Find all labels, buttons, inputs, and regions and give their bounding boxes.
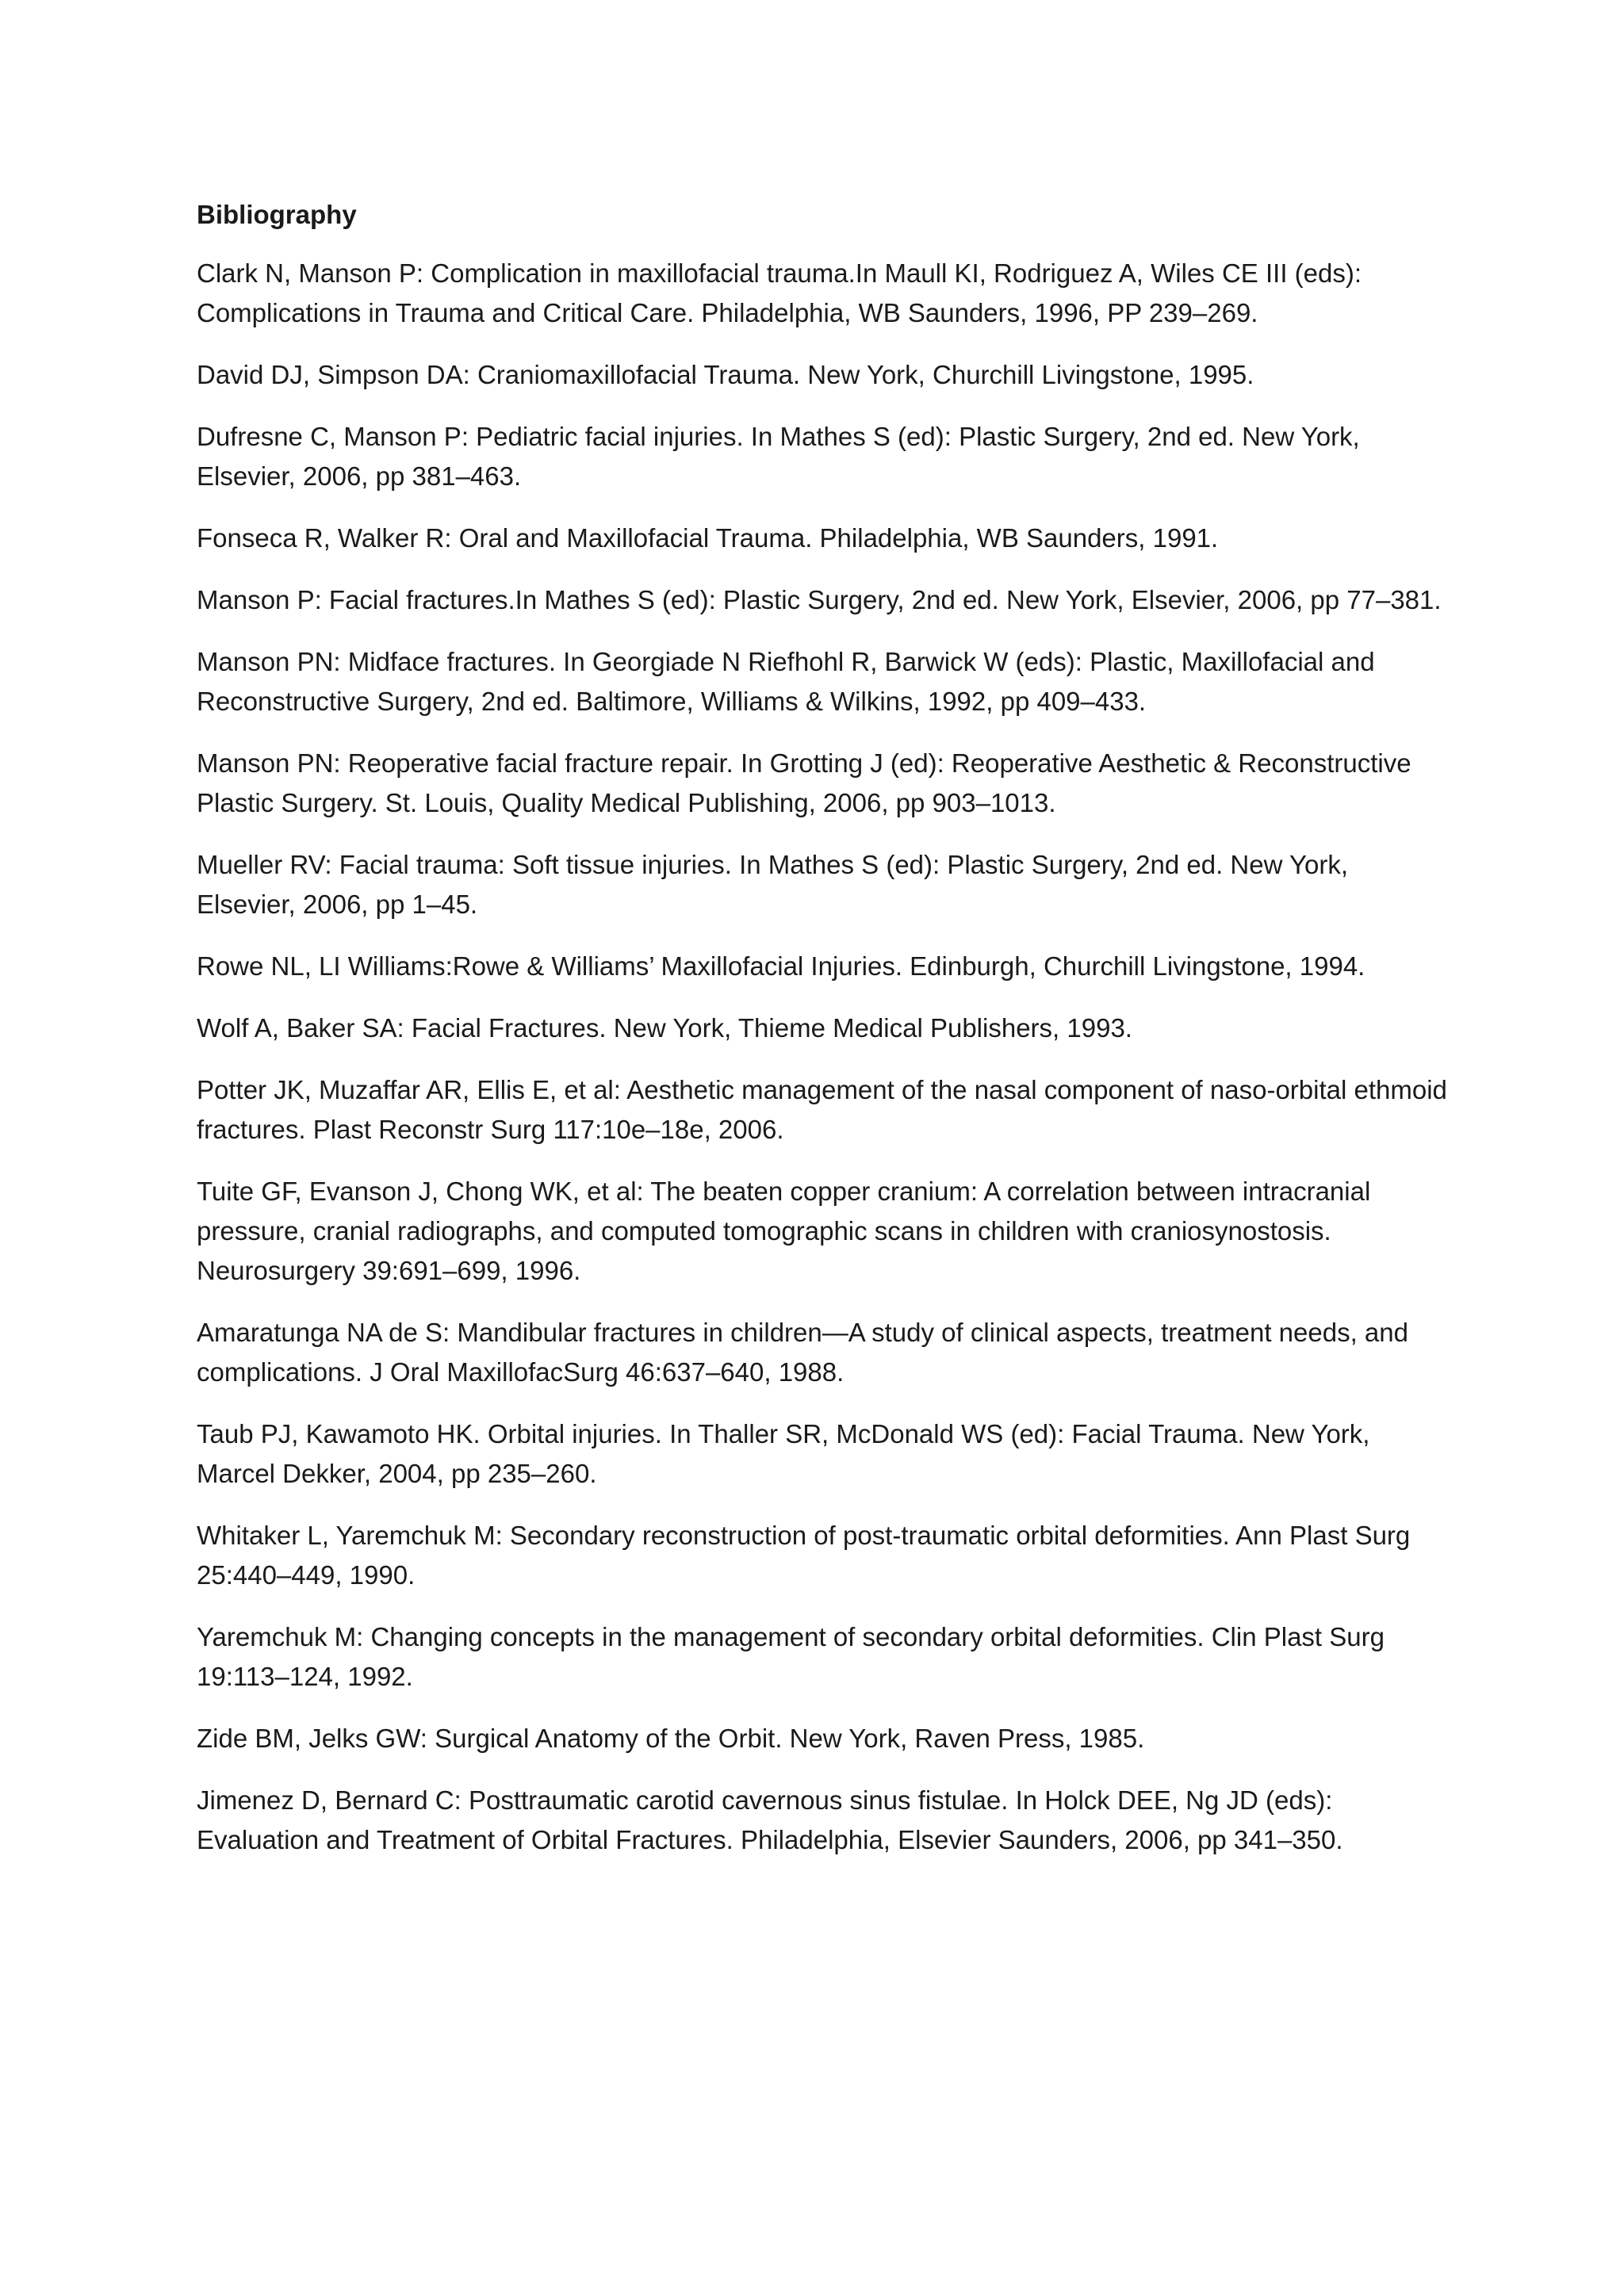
reference-entry: Fonseca R, Walker R: Oral and Maxillofacial Trauma. Philadelphia, WB Saunders, 1991. — [197, 523, 1219, 553]
reference-entry: Manson PN: Reoperative facial fracture repair. In Grotting J (ed): Reoperative Aesthetic & Reconstructive Plastic Surgery. St. Louis, Quality Medical Publishing, 2006, pp 903–1013. — [197, 748, 1411, 817]
reference-entry: Manson P: Facial fractures.In Mathes S (ed): Plastic Surgery, 2nd ed. New York, Elsevier, 2006, pp 77–381. — [197, 585, 1442, 614]
reference-entry: Tuite GF, Evanson J, Chong WK, et al: The beaten copper cranium: A correlation between intracranial pressure, cranial radiographs, and computed tomographic scans in children with craniosynostosis. Neurosurgery 39:691–699, 1996. — [197, 1177, 1371, 1285]
reference-entry: Whitaker L, Yaremchuk M: Secondary reconstruction of post-traumatic orbital deformities. Ann Plast Surg 25:440–449, 1990. — [197, 1521, 1411, 1590]
reference-entry: Yaremchuk M: Changing concepts in the management of secondary orbital deformities. Clin Plast Surg 19:113–124, 1992. — [197, 1622, 1385, 1691]
reference-list — [197, 254, 1450, 1860]
reference-entry: Rowe NL, LI Williams:Rowe & Williams’ Maxillofacial Injuries. Edinburgh, Churchill Livingstone, 1994. — [197, 951, 1365, 981]
bibliography-heading: Bibliography — [197, 200, 357, 229]
bibliography-section — [197, 195, 1450, 1882]
reference-entry: Manson PN: Midface fractures. In Georgiade N Riefhohl R, Barwick W (eds): Plastic, Maxillofacial and Reconstructive Surgery, 2nd ed. Baltimore, Williams & Wilkins, 1992, pp 409–433. — [197, 647, 1375, 716]
reference-entry: Clark N, Manson P: Complication in maxillofacial trauma.In Maull KI, Rodriguez A, Wiles CE III (eds): Complications in Trauma and Critical Care. Philadelphia, WB Saunders, 1996, PP 239–269. — [197, 258, 1362, 327]
reference-entry: Jimenez D, Bernard C: Posttraumatic carotid cavernous sinus fistulae. In Holck DEE, Ng JD (eds): Evaluation and Treatment of Orbital Fractures. Philadelphia, Elsevier Saunders, 2006, pp 341–350. — [197, 1785, 1343, 1854]
reference-entry: Amaratunga NA de S: Mandibular fractures in children—A study of clinical aspects, treatment needs, and complications. J Oral MaxillofacSurg 46:637–640, 1988. — [197, 1318, 1408, 1387]
reference-entry: Dufresne C, Manson P: Pediatric facial injuries. In Mathes S (ed): Plastic Surgery, 2nd ed. New York, Elsevier, 2006, pp 381–463. — [197, 422, 1360, 491]
reference-entry: David DJ, Simpson DA: Craniomaxillofacial Trauma. New York, Churchill Livingstone, 1995. — [197, 360, 1254, 389]
reference-entry: Zide BM, Jelks GW: Surgical Anatomy of the Orbit. New York, Raven Press, 1985. — [197, 1724, 1145, 1753]
reference-entry: Wolf A, Baker SA: Facial Fractures. New York, Thieme Medical Publishers, 1993. — [197, 1013, 1132, 1043]
reference-entry: Mueller RV: Facial trauma: Soft tissue injuries. In Mathes S (ed): Plastic Surgery, 2nd ed. New York, Elsevier, 2006, pp 1–45. — [197, 850, 1349, 919]
reference-entry: Potter JK, Muzaffar AR, Ellis E, et al: Aesthetic management of the nasal component of naso-orbital ethmoid fractures. Plast Reconstr Surg 117:10e–18e, 2006. — [197, 1075, 1447, 1144]
reference-entry: Taub PJ, Kawamoto HK. Orbital injuries. In Thaller SR, McDonald WS (ed): Facial Trauma. New York, Marcel Dekker, 2004, pp 235–260. — [197, 1419, 1370, 1488]
